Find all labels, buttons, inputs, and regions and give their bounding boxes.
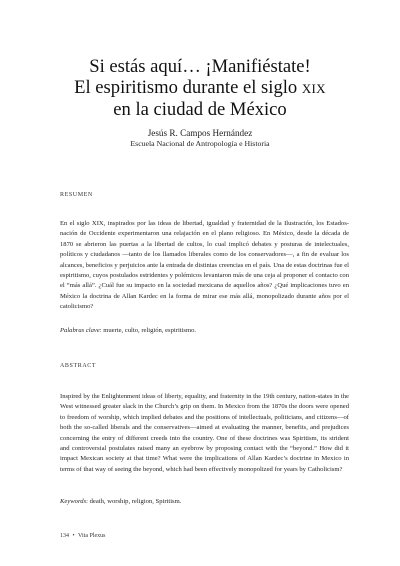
footer-bullet: •: [72, 533, 75, 539]
title-line-2-text: El espiritismo durante el siglo: [74, 77, 302, 98]
abstract-paragraph: Inspired by the Enlightenment ideas of liberty, equality, and fraternity in the 19th century, nation-states in the West witnessed greater slack in the Church’s grip on them. In Mexico from the 1870s the doors were opened to freedom of worship, which implied debates and the positions of intellectuals, politicians, and citizens—of both the so-called liberals and the conservatives—aimed at evaluating the manner, benefits, and prejudices concerning the entry of different creeds into the country. One of these doctrines was Spiritism, its strident and controversial postulates raised many an eyebrow by proposing contact with the “beyond.” How did it impact Mexican society at that time? What were the implications of Allan Kardec’s doctrine in Mexico in terms of that way of seeing the beyond, which had been effectively monopolized for years by Catholicism?: [60, 393, 349, 473]
author-name: Jesús R. Campos Hernández: [147, 128, 253, 138]
journal-name: Vita Plexus: [78, 533, 106, 539]
article-title: [30, 56, 370, 120]
title-line-3: en la ciudad de México: [113, 99, 287, 120]
resumen-keywords: [60, 326, 349, 336]
abstract-keywords: [60, 497, 349, 507]
resumen-heading: RESUMEN: [60, 192, 93, 198]
page-footer: [60, 533, 106, 539]
resumen-paragraph: En el siglo XIX, inspirados por las ideas de libertad, igualdad y fraternidad de la Ilustración, los Estados-nación de Occidente experimentaron una relajación en el plano religioso. En México, desde la década de 1870 se abrieron las puertas a la libertad de cultos, lo cual implicó debates y posturas de intelectuales, políticos y ciudadanos —tanto de los llamados liberales como de los conservadores—, a fin de evaluar los alcances, beneficios y perjuicios ante la entrada de distintas creencias en el país. Una de estas doctrinas fue el espiritismo, cuyos postulados estridentes y polémicos levantaron más de una ceja al proponer el contacto con el “más allá”. ¿Cuál fue su impacto en la sociedad mexicana de aquellos años? ¿Qué implicaciones tuvo en México la doctrina de Allan Kardec en la forma de mirar ese más allá, monopolizado durante años por el catolicismo?: [60, 220, 349, 311]
abstract-keywords-label: Keywords: [60, 498, 87, 505]
author-affiliation: Escuela Nacional de Antropología e Historia: [130, 139, 270, 148]
title-century: XIX: [301, 81, 326, 96]
resumen-keywords-list: : muerte, culto, religión, espiritismo.: [99, 327, 197, 334]
abstract-heading: ABSTRACT: [60, 363, 97, 369]
resumen-keywords-label: Palabras clave: [60, 327, 100, 334]
title-line-2: [30, 77, 370, 99]
abstract-keywords-list: : death, worship, religion, Spiritism.: [86, 498, 182, 505]
title-line-1: Si estás aquí… ¡Manifiéstate!: [89, 56, 311, 77]
page-number: 134: [60, 533, 69, 539]
